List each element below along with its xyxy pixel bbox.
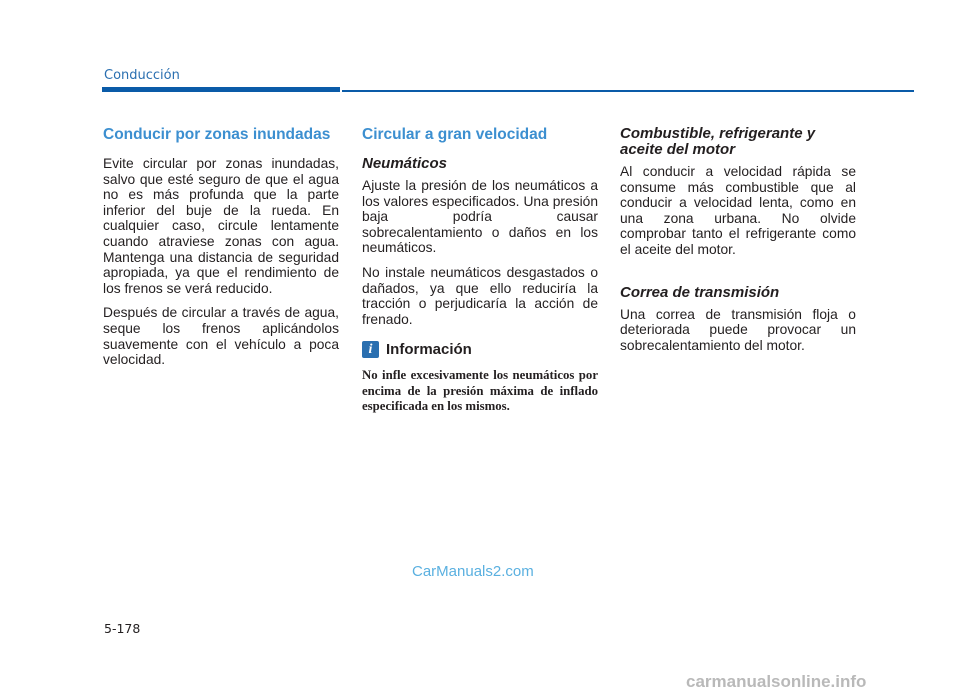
paragraph: Evite circular por zonas inundadas, salvo que esté seguro de que el agua no es más profunda que la parte inferior del buje de la rueda. En cualquier caso, circule lentamente cuando atraviese zonas con agua. Mantenga una distancia de seguridad apropiada, ya que el rendimiento de los frenos se verá reducido. bbox=[103, 156, 339, 296]
column-high-speed bbox=[362, 126, 598, 415]
heading-high-speed: Circular a gran velocidad bbox=[362, 126, 548, 143]
heading-line: Combustible, refrigerante y bbox=[620, 125, 816, 142]
heading-fuel-coolant-oil bbox=[620, 126, 856, 158]
paragraph: Ajuste la presión de los neumáticos a los valores especificados. Una presión baja podría causar sobrecalentamiento o daños en los neumáticos. bbox=[362, 178, 598, 256]
heading-flooded-areas: Conducir por zonas inundadas bbox=[103, 126, 331, 143]
paragraph: No instale neumáticos desgastados o dañados, ya que ello reduciría la tracción o perjudicaría la acción de frenado. bbox=[362, 264, 598, 327]
info-box-header bbox=[362, 341, 598, 358]
info-icon: i bbox=[362, 341, 379, 358]
paragraph: Una correa de transmisión floja o deteriorada puede provocar un sobrecalentamiento del motor. bbox=[620, 306, 856, 353]
footer-watermark: carmanualsonline.info bbox=[686, 672, 867, 691]
paragraph: Después de circular a través de agua, seque los frenos aplicándolos suavemente con el vehículo a poca velocidad. bbox=[103, 305, 339, 368]
header-rule-thin bbox=[342, 90, 914, 92]
watermark-link[interactable]: CarManuals2.com bbox=[412, 563, 534, 580]
paragraph: Al conducir a velocidad rápida se consume más combustible que al conducir a velocidad lenta, como en una zona urbana. No olvide comprobar tanto el refrigerante como el aceite del motor. bbox=[620, 164, 856, 257]
subheading-tires: Neumáticos bbox=[362, 155, 448, 172]
header-rule-thick bbox=[102, 87, 340, 92]
heading-line: aceite del motor bbox=[620, 141, 736, 158]
section-header: Conducción bbox=[104, 68, 180, 83]
heading-drive-belt: Correa de transmisión bbox=[620, 283, 780, 301]
info-title: Información bbox=[386, 341, 472, 359]
column-fuel-belt bbox=[620, 126, 856, 362]
info-text: No infle excesivamente los neumáticos por encima de la presión máxima de inflado especificada en los mismos. bbox=[362, 368, 598, 414]
column-flooded-areas bbox=[103, 126, 339, 377]
page-number: 5-178 bbox=[104, 621, 141, 636]
